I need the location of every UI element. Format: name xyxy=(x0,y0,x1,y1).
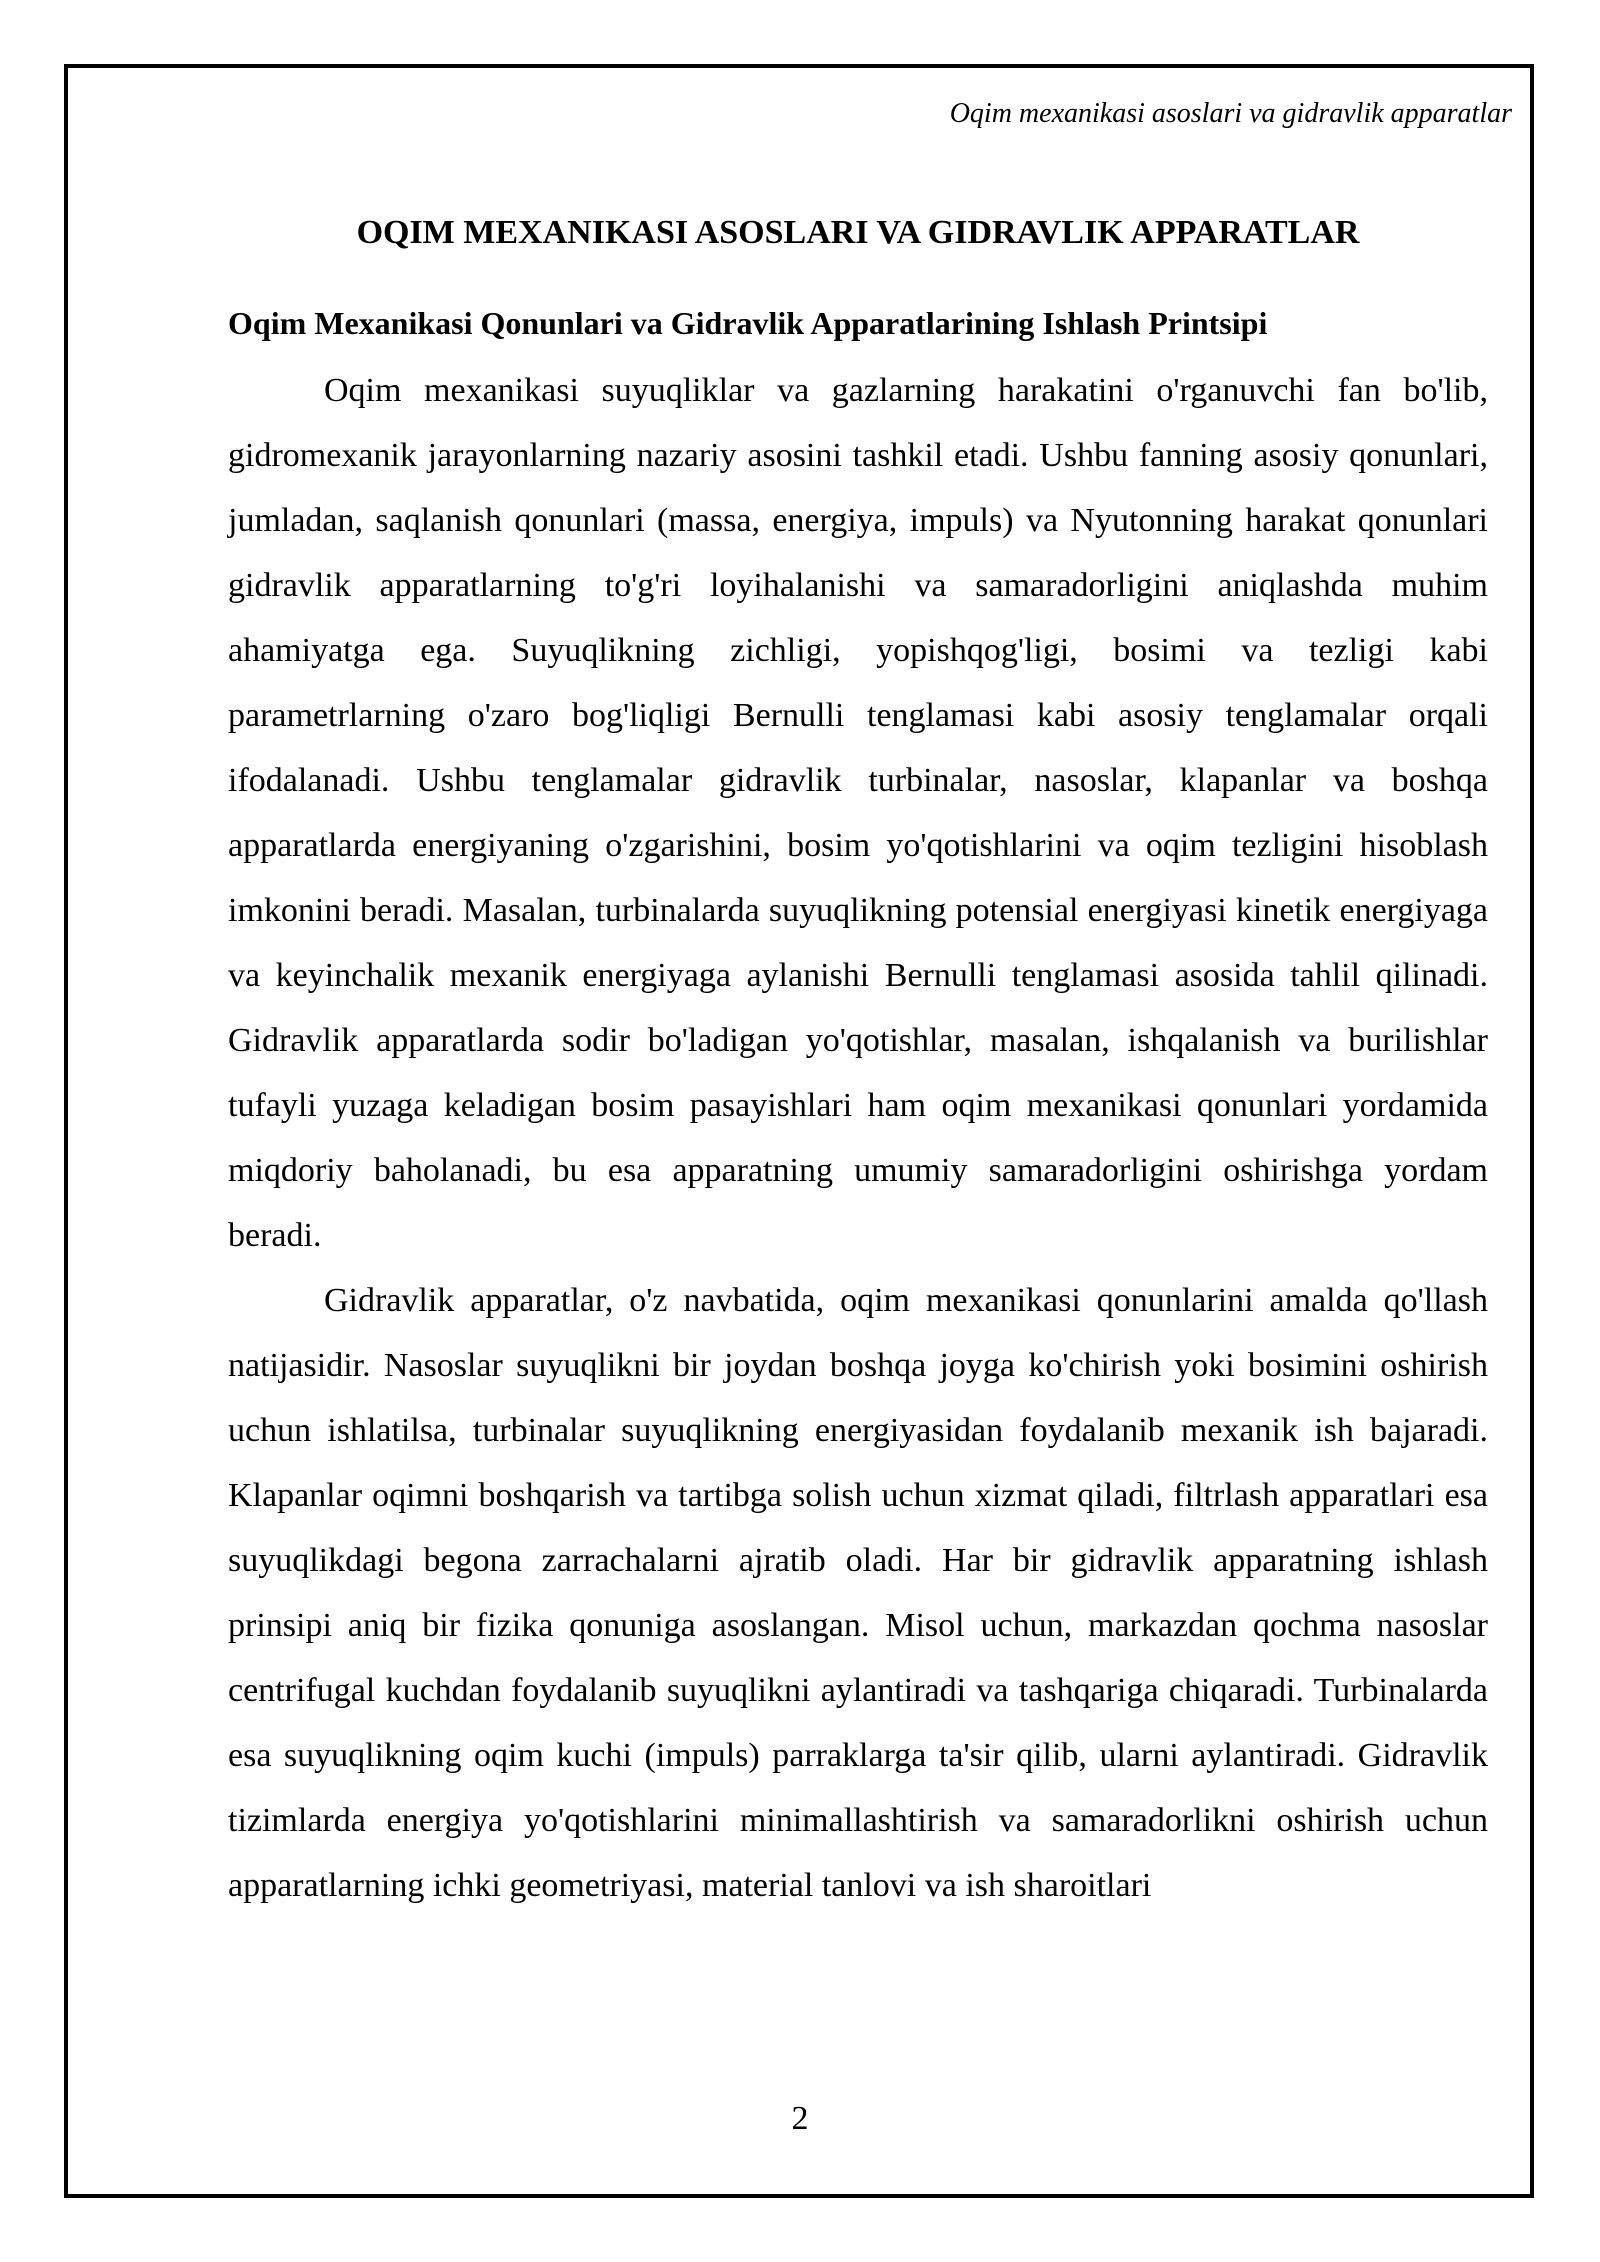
paragraph-1: Oqim mexanikasi suyuqliklar va gazlarning harakatini o'rganuvchi fan bo'lib, gidromexanik jarayonlarning nazariy asosini tashkil etadi. Ushbu fanning asosiy qonunlari, jumladan, saqlanish qonunlari (massa, energiya, impuls) va Nyutonning harakat qonunlari gidravlik apparatlarning to'g'ri loyihalanishi va samaradorligini aniqlashda muhim ahamiyatga ega. Suyuqlikning zichligi, yopishqog'ligi, bosimi va tezligi kabi parametrlarning o'zaro bog'liqligi Bernulli tenglamasi kabi asosiy tenglamalar orqali ifodalanadi. Ushbu tenglamalar gidravlik turbinalar, nasoslar, klapanlar va boshqa apparatlarda energiyaning o'zgarishini, bosim yo'qotishlarini va oqim tezligini hisoblash imkonini beradi. Masalan, turbinalarda suyuqlikning potensial energiyasi kinetik energiyaga va keyinchalik mexanik energiyaga aylanishi Bernulli tenglamasi asosida tahlil qilinadi. Gidravlik apparatlarda sodir bo'ladigan yo'qotishlar, masalan, ishqalanish va burilishlar tufayli yuzaga keladigan bosim pasayishlari ham oqim mexanikasi qonunlari yordamida miqdoriy baholanadi, bu esa apparatning umumiy samaradorligini oshirishga yordam beradi. xyxy=(228,372,1488,1254)
page-number: 2 xyxy=(791,2100,809,2137)
paragraph-2: Gidravlik apparatlar, o'z navbatida, oqim mexanikasi qonunlarini amalda qo'llash natijasidir. Nasoslar suyuqlikni bir joydan boshqa joyga ko'chirish yoki bosimini oshirish uchun ishlatilsa, turbinalar suyuqlikning energiyasidan foydalanib mexanik ish bajaradi. Klapanlar oqimni boshqarish va tartibga solish uchun xizmat qiladi, filtrlash apparatlari esa suyuqlikdagi begona zarrachalarni ajratib oladi. Har bir gidravlik apparatning ishlash prinsipi aniq bir fizika qonuniga asoslangan. Misol uchun, markazdan qochma nasoslar centrifugal kuchdan foydalanib suyuqlikni aylantiradi va tashqariga chiqaradi. Turbinalarda esa suyuqlikning oqim kuchi (impuls) parraklarga ta'sir qilib, ularni aylantiradi. Gidravlik tizimlarda energiya yo'qotishlarini minimallashtirish va samaradorlikni oshirish uchun apparatlarning ichki geometriyasi, material tanlovi va ish sharoitlari xyxy=(228,1282,1488,1904)
page-content xyxy=(228,212,1488,1918)
running-header: Oqim mexanikasi asoslari va gidravlik apparatlar xyxy=(949,98,1512,129)
document-title: OQIM MEXANIKASI ASOSLARI VA GIDRAVLIK APPARATLAR xyxy=(356,214,1360,251)
section-heading: Oqim Mexanikasi Qonunlari va Gidravlik Apparatlarining Ishlash Printsipi xyxy=(228,305,1268,341)
